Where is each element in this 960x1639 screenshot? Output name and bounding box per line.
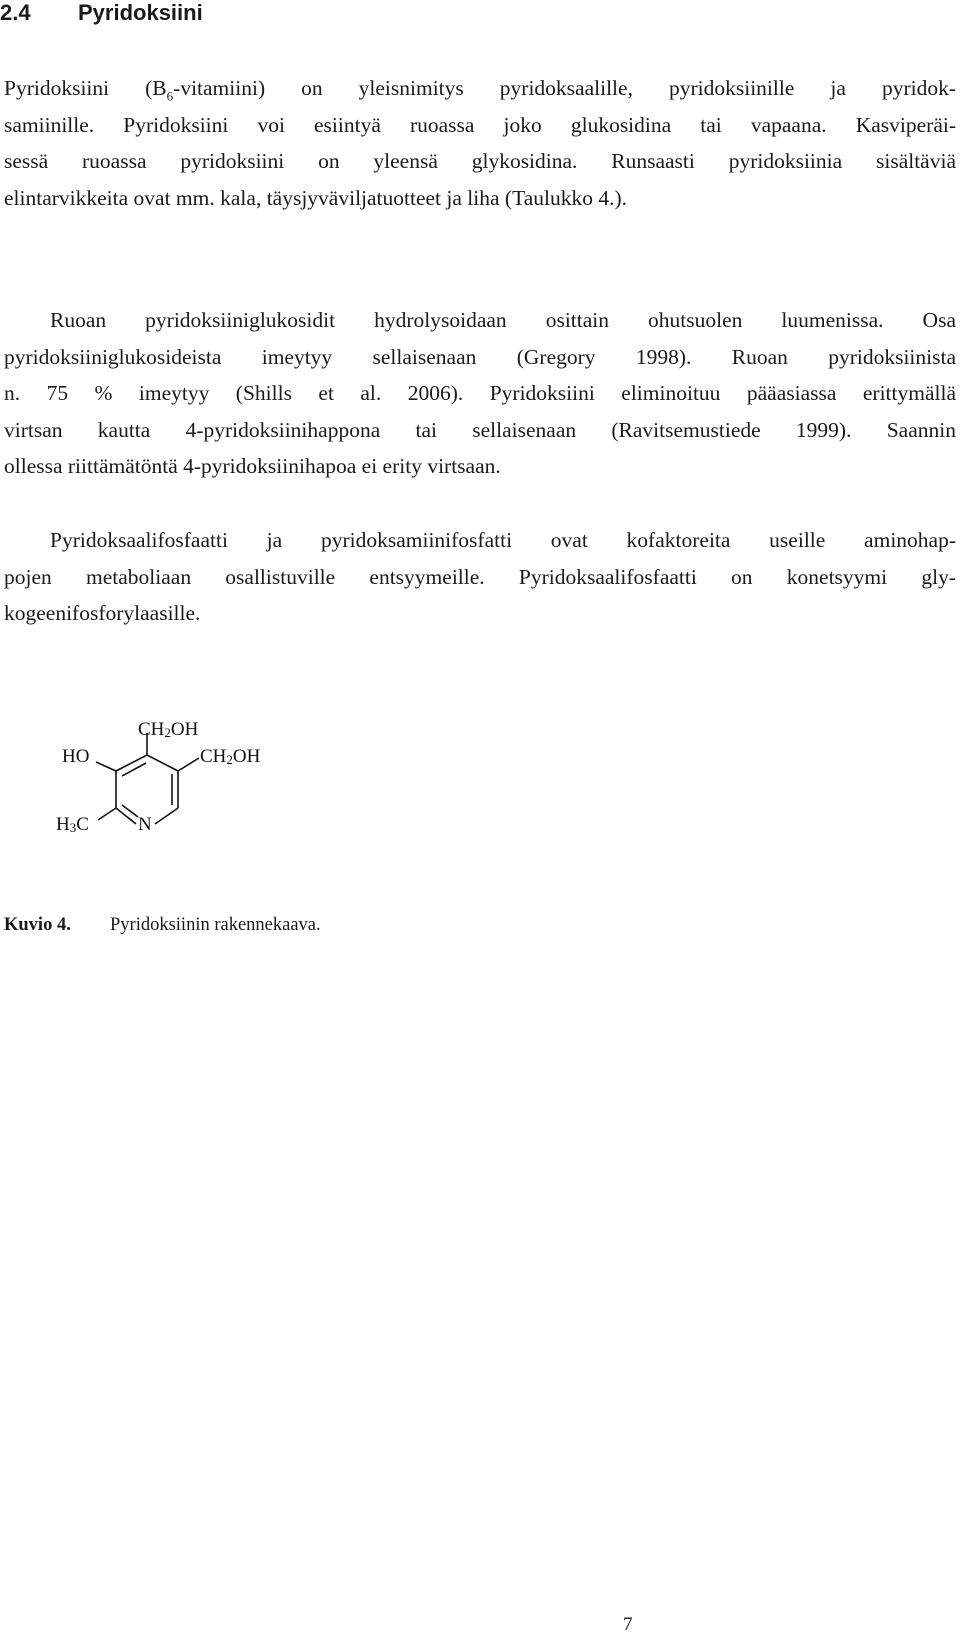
paragraph-2-line-1: Ruoan pyridoksiiniglukosidit hydrolysoidaan osittain ohutsuolen luumenissa. Osa <box>50 308 956 332</box>
paragraph-2-line-5: ollessa riittämätöntä 4-pyridoksiinihapoa ei erity virtsaan. <box>4 454 501 479</box>
double-bond-inner-top <box>122 763 146 776</box>
paragraph-3-line-3: kogeenifosforylaasille. <box>4 601 201 626</box>
figure-caption <box>4 914 321 936</box>
bond-ring-bottom-right <box>155 808 178 824</box>
page-number: 7 <box>623 1614 633 1635</box>
bond-ring-top-right <box>147 755 178 771</box>
section-number: 2.4 <box>0 0 31 25</box>
subscript-6: 6 <box>166 88 174 104</box>
label-ho: HO <box>62 745 90 767</box>
bond-h3c <box>98 808 116 820</box>
paragraph-3 <box>4 522 956 632</box>
paragraph-1-line-1: Pyridoksiini $(B_6-vitamiini)$ on yleisnimitys pyridoksaalille, pyridoksiinille ja pyridok- <box>4 76 956 104</box>
paragraph-2-line-3: n. 75 % imeytyy (Shills et al. 2006). Pyridoksiini eliminoituu pääasiassa erittymällä <box>4 381 956 406</box>
figure-caption-text: Pyridoksiinin rakennekaava. <box>110 915 321 935</box>
bond-ring-bottom-left <box>116 808 136 824</box>
paragraph-1 <box>4 70 956 216</box>
bond-ring-top-left <box>116 755 147 771</box>
label-ch2oh-right: $CH_2OH$ <box>200 745 261 767</box>
paragraph-2 <box>4 302 956 485</box>
label-h3c: $H_3C$ <box>56 813 89 835</box>
label-ch2oh-top: $CH_2OH$ <box>138 720 199 740</box>
pyridoxine-structural-formula <box>54 720 294 870</box>
bond-ch2oh-right <box>178 758 199 771</box>
figure-caption-label: Kuvio 4. <box>4 915 71 935</box>
section-heading <box>0 0 203 26</box>
paragraph-1-line-3: sessä ruoassa pyridoksiini on yleensä glykosidina. Runsaasti pyridoksiinia sisältäviä <box>4 149 956 174</box>
bond-ho <box>96 762 116 771</box>
section-title: Pyridoksiini <box>78 0 203 25</box>
label-n: N <box>138 813 152 835</box>
pyridoxine-structure-figure <box>54 720 294 870</box>
paragraph-2-line-2: pyridoksiiniglukosideista imeytyy sellaisenaan (Gregory 1998). Ruoan pyridoksiinista <box>4 344 956 369</box>
paragraph-1-line-4: elintarvikkeita ovat mm. kala, täysjyväviljatuotteet ja liha (Taulukko 4.). <box>4 185 628 210</box>
paragraph-1-line-2: samiinille. Pyridoksiini voi esiintyä ruoassa joko glukosidina tai vapaana. Kasviperäi- <box>4 112 956 137</box>
paragraph-3-line-2: pojen metaboliaan osallistuville entsyymeille. Pyridoksaalifosfaatti on konetsyymi gly- <box>4 564 956 589</box>
paragraph-3-line-1: Pyridoksaalifosfaatti ja pyridoksamiinifosfatti ovat kofaktoreita useille aminohap- <box>50 528 956 552</box>
paragraph-2-line-4: virtsan kautta 4-pyridoksiinihappona tai sellaisenaan (Ravitsemustiede 1999). Saannin <box>4 417 956 442</box>
pyridine-ring <box>96 733 199 824</box>
